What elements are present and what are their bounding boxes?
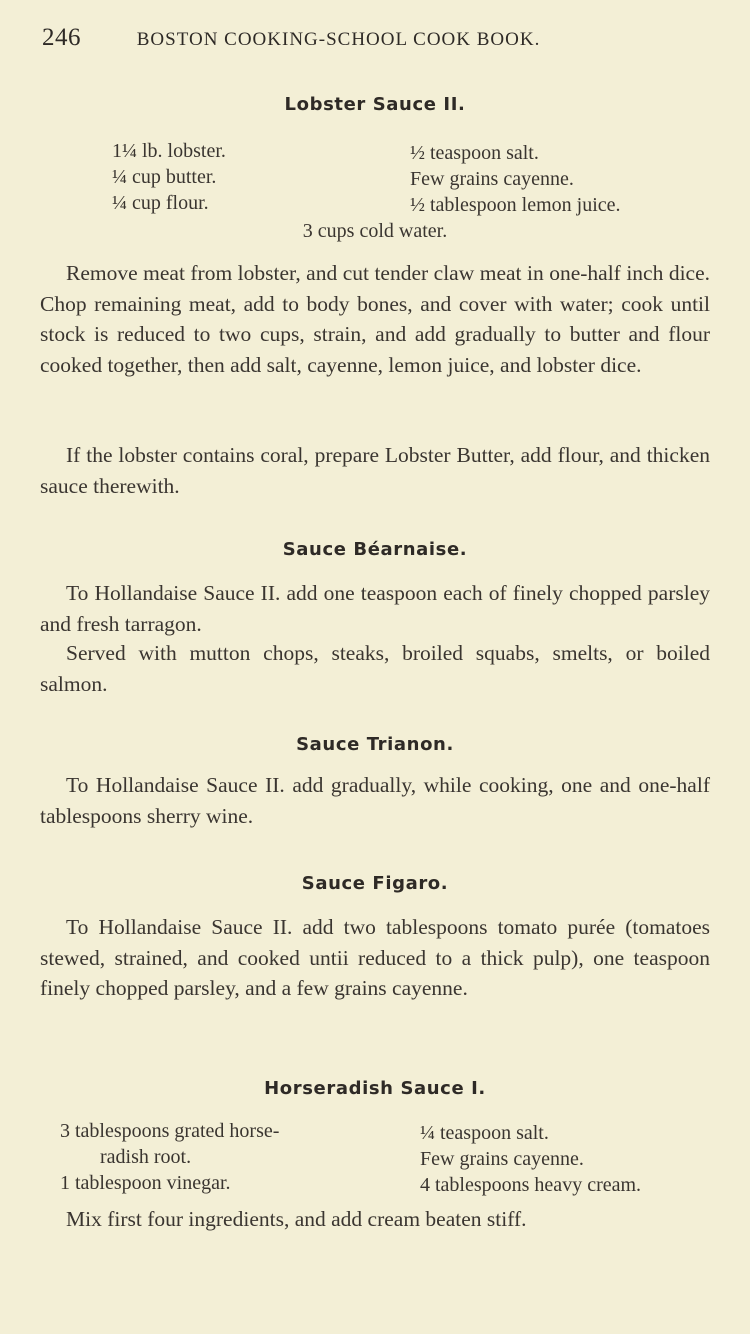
ingredient-left: 1 tablespoon vinegar. xyxy=(60,1172,231,1194)
recipe-paragraph: Remove meat from lobster, and cut tender claw meat in one-half inch dice. Chop remaining meat, add to body bones, and cover with water; cook until stock is reduced to two cups, strain, and add gradually to butter and flour cooked together, then add salt, cayenne, lemon juice, and lobster dice. xyxy=(40,261,710,377)
ingredient-right: Few grains cayenne. xyxy=(410,168,574,190)
running-title: BOSTON COOKING-SCHOOL COOK BOOK. xyxy=(136,29,541,50)
recipe-title-sauce-bearnaise: Sauce Béarnaise. xyxy=(282,539,468,560)
recipe-title-sauce-trianon: Sauce Trianon. xyxy=(296,734,454,755)
ingredient-right: Few grains cayenne. xyxy=(420,1148,584,1170)
ingredient-right: ½ tablespoon lemon juice. xyxy=(410,194,621,216)
recipe-title-sauce-figaro: Sauce Figaro. xyxy=(301,873,449,894)
ingredient-left: ¼ cup butter. xyxy=(112,166,217,188)
recipe-title-lobster-sauce: Lobster Sauce II. xyxy=(284,94,466,115)
recipe-paragraph: To Hollandaise Sauce II. add two tablespoons tomato purée (tomatoes stewed, strained, and cooked untii reduced to a thick pulp), one teaspoon finely chopped parsley, and a few grains cayenne. xyxy=(40,915,710,1000)
ingredient-center: 3 cups cold water. xyxy=(302,220,448,242)
recipe-paragraph: Mix first four ingredients, and add cream beaten stiff. xyxy=(66,1207,527,1231)
page-number: 246 xyxy=(42,24,81,51)
ingredient-left: radish root. xyxy=(100,1146,192,1168)
ingredient-left: 3 tablespoons grated horse- xyxy=(60,1120,280,1142)
page-header xyxy=(42,24,722,52)
ingredient-left: 1¼ lb. lobster. xyxy=(112,140,226,162)
ingredient-left: ¼ cup flour. xyxy=(112,192,209,214)
recipe-paragraph: If the lobster contains coral, prepare Lobster Butter, add flour, and thicken sauce therewith. xyxy=(40,443,710,498)
recipe-paragraph: To Hollandaise Sauce II. add gradually, while cooking, one and one-half tablespoons sherry wine. xyxy=(40,773,710,828)
ingredient-right: 4 tablespoons heavy cream. xyxy=(420,1174,642,1196)
recipe-paragraph: Served with mutton chops, steaks, broiled squabs, smelts, or boiled salmon. xyxy=(40,641,710,696)
recipe-paragraph: To Hollandaise Sauce II. add one teaspoon each of finely chopped parsley and fresh tarragon. xyxy=(40,581,710,636)
ingredient-right: ½ teaspoon salt. xyxy=(410,142,539,164)
recipe-title-horseradish-sauce: Horseradish Sauce I. xyxy=(264,1078,486,1099)
ingredient-right: ¼ teaspoon salt. xyxy=(420,1122,549,1144)
